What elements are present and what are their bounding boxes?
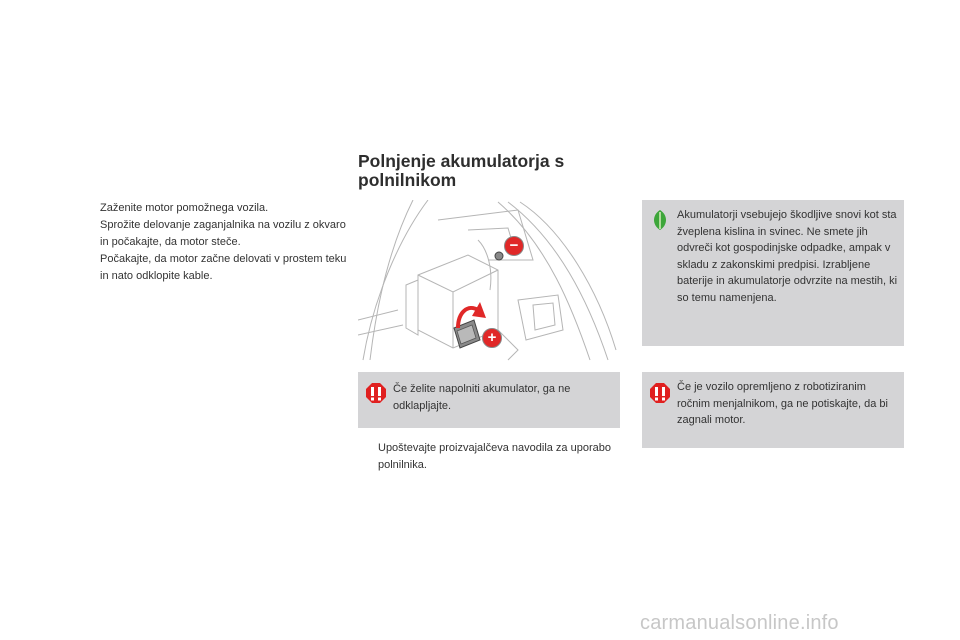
environment-note: [642, 200, 904, 346]
step-text: Zaženite motor pomožnega vozila.: [100, 202, 269, 214]
positive-terminal-icon: [482, 328, 502, 348]
battery-illustration: [358, 200, 620, 362]
terminal-bolt-icon: [495, 252, 503, 260]
section-title: Polnjenje akumulatorja s polnilnikom: [358, 151, 565, 190]
note-text: Če je vozilo opremljeno z robotiziranim ročnim menjalnikom, ga ne potiskajte, da bi zagnali motor.: [677, 381, 888, 426]
step-item: [80, 200, 350, 217]
warning-note-charging: [358, 372, 620, 428]
warning-icon: [365, 382, 387, 404]
note-text: Če želite napolniti akumulator, ga ne odklapljajte.: [393, 383, 571, 412]
step-item: [80, 217, 350, 251]
jump-start-steps: [80, 200, 350, 285]
step-text: Sprožite delovanje zaganjalnika na vozilu z okvaro in počakajte, da motor steče.: [100, 219, 346, 248]
negative-terminal-icon: [504, 236, 524, 256]
plus-label: +: [487, 329, 497, 346]
note-text: Akumulatorji vsebujejo škodljive snovi kot sta žveplena kislina in svinec. Ne smete jih odvreči kot gospodinjske odpadke, ampak v skladu z zakonskimi predpisi. Izrabljene baterije in akumulatorje odvrzite na mestih, ki so temu namenjena.: [677, 209, 898, 304]
watermark: carmanualsonline.info: [640, 612, 839, 634]
minus-label: −: [509, 237, 519, 254]
step-item: [358, 440, 620, 474]
leaf-icon: [649, 209, 671, 231]
warning-icon: [649, 382, 671, 404]
warning-note-gearbox: [642, 372, 904, 448]
step-item: [80, 251, 350, 285]
charger-step: [358, 440, 620, 474]
step-text: Počakajte, da motor začne delovati v prostem teku in nato odklopite kable.: [100, 253, 347, 282]
step-text: Upoštevajte proizvajalčeva navodila za uporabo polnilnika.: [378, 442, 611, 471]
